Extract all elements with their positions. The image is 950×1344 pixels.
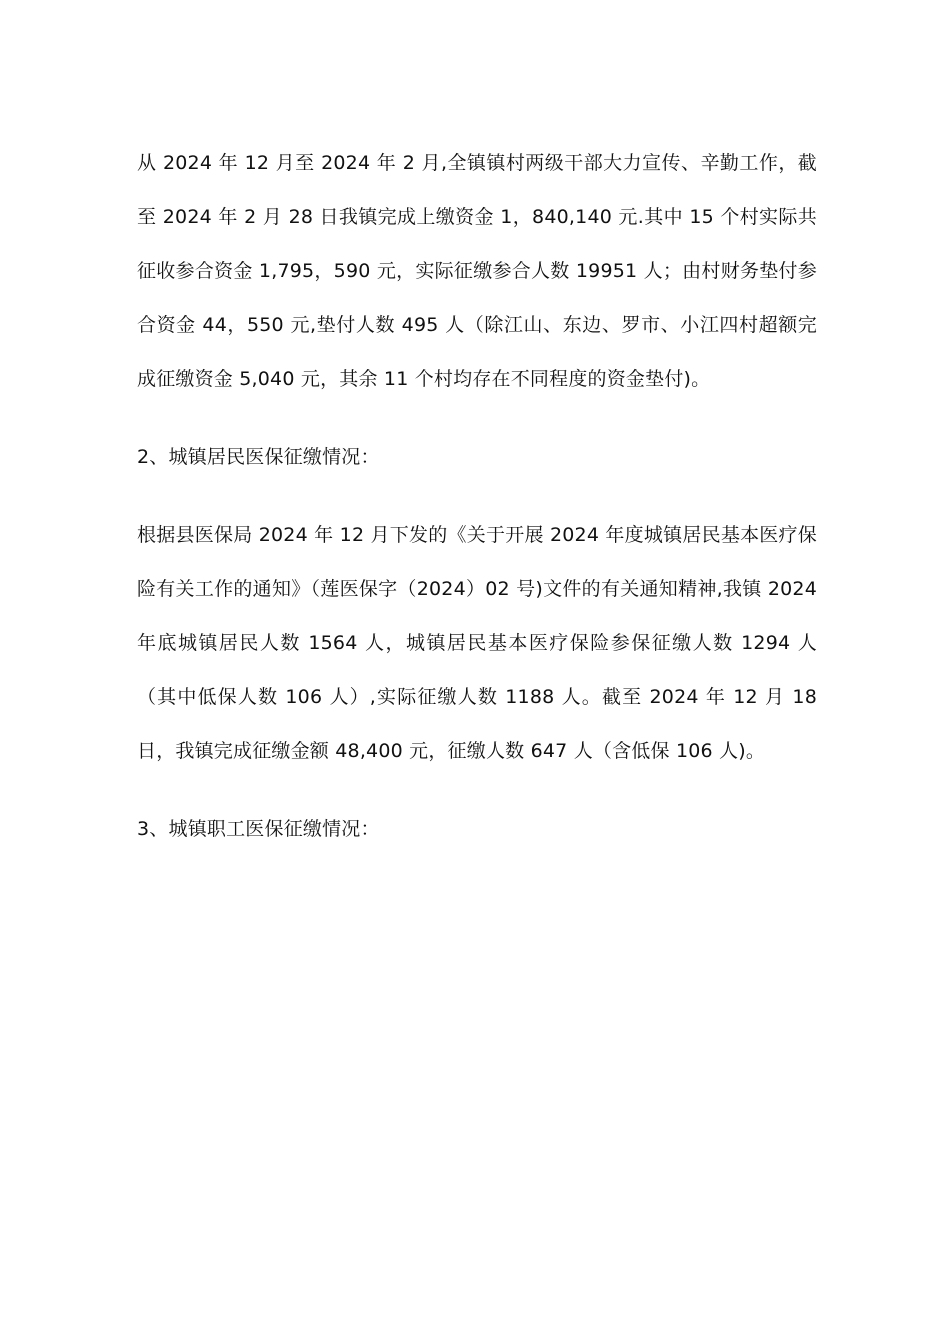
section-heading-urban-resident-insurance: 2、城镇居民医保征缴情况： bbox=[137, 446, 380, 468]
paragraph-rural-insurance-collection: 从 2024 年 12 月至 2024 年 2 月,全镇镇村两级干部大力宣传、辛勤工作，截至 2024 年 2 月 28 日我镇完成上缴资金 1，840,140 元.其中 15 个村实际共征收参合资金 1,795，590 元，实际征缴参合人数 19951 人；由村财务垫付参合资金 44，550 元,垫付人数 495 人（除江山、东边、罗市、小江四村超额完成征缴资金 5,040 元，其余 11 个村均存在不同程度的资金垫付)。 bbox=[137, 152, 817, 390]
document-body bbox=[137, 136, 817, 880]
section-heading-urban-employee-insurance: 3、城镇职工医保征缴情况： bbox=[137, 818, 380, 840]
paragraph-urban-resident-insurance: 根据县医保局 2024 年 12 月下发的《关于开展 2024 年度城镇居民基本医疗保险有关工作的通知》（莲医保字（2024）02 号)文件的有关通知精神,我镇 2024 年底城镇居民人数 1564 人，城镇居民基本医疗保险参保征缴人数 1294 人（其中低保人数 106 人）,实际征缴人数 1188 人。截至 2024 年 12 月 18 日，我镇完成征缴金额 48,400 元，征缴人数 647 人（含低保 106 人)。 bbox=[137, 524, 817, 762]
